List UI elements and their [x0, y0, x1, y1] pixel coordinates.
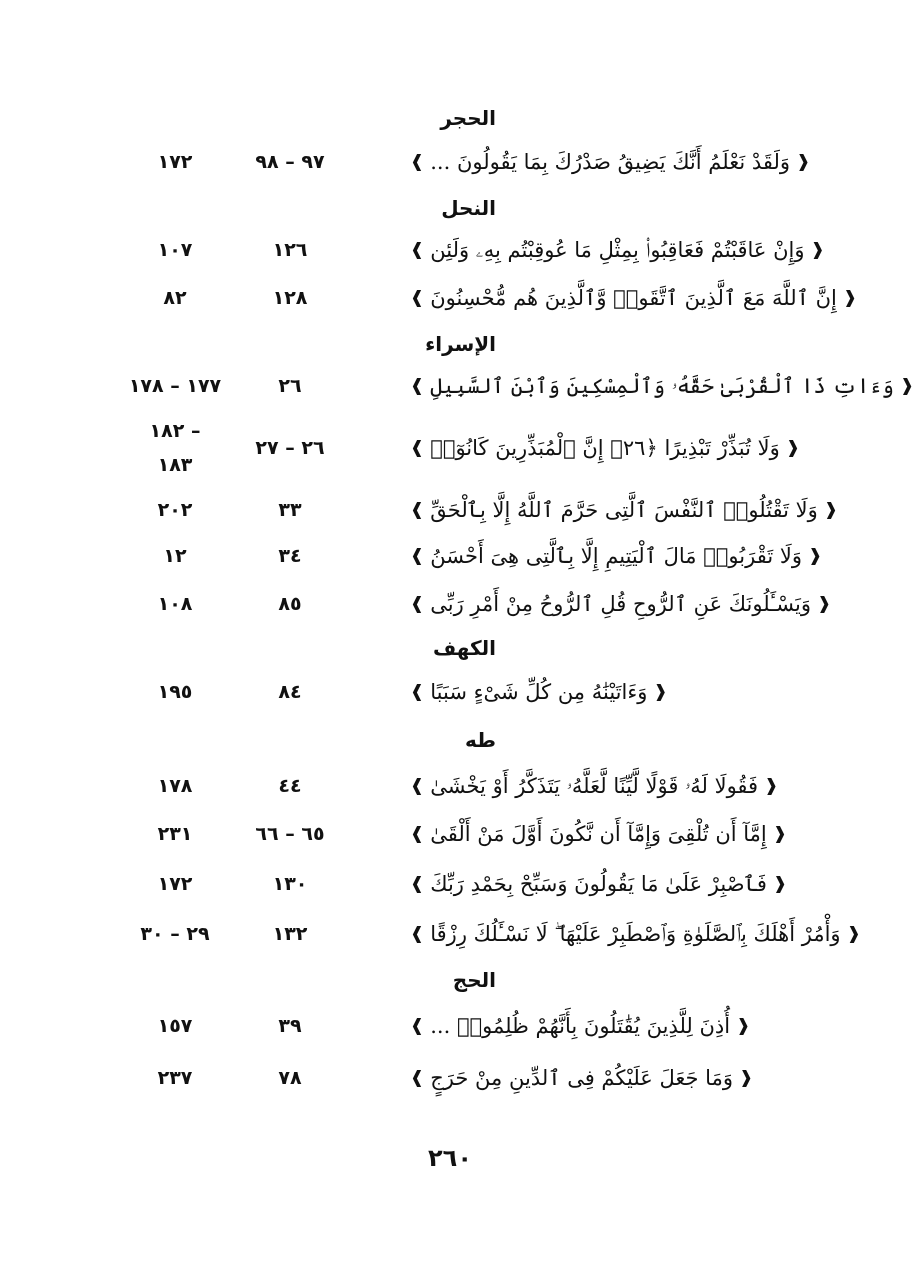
- verse-cell: [410, 364, 914, 408]
- page-reference: ٢٣١: [157, 823, 193, 845]
- close-bracket-ornament-icon: ❱: [410, 1067, 425, 1088]
- page-reference: ١٧٨: [157, 775, 193, 797]
- ayah-number: ٧٨: [278, 1067, 302, 1089]
- verse-text: إِمَّآ أَن تُلْقِىَ وَإِمَّآ أَن نَّكُونَ أَوَّلَ مَنْ أَلْقَىٰ: [430, 822, 767, 846]
- verse-row: [0, 488, 900, 532]
- page-reference: ٢٠٢: [157, 499, 193, 521]
- page-reference: ١٩٥: [157, 681, 193, 703]
- page-reference: ١٥٧: [157, 1015, 193, 1037]
- verse-cell: [410, 862, 810, 906]
- verse-text: وَإِنْ عَاقَبْتُمْ فَعَاقِبُوا۟ بِمِثْلِ مَا عُوقِبْتُم بِهِۦ وَلَئِن: [430, 238, 805, 262]
- verse-text: وَأْمُرْ أَهْلَكَ بِٱلصَّلَوٰةِ وَٱصْطَبِرْ عَلَيْهَا ۖ لَا نَسْـَٔلُكَ رِزْقًا: [430, 922, 841, 946]
- verse-row: [0, 276, 900, 320]
- close-bracket-ornament-icon: ❱: [410, 923, 425, 944]
- verse-cell: [410, 1004, 810, 1048]
- surah-heading-kahf: الكهف: [432, 636, 496, 660]
- close-bracket-ornament-icon: ❱: [410, 239, 425, 260]
- verse-row: [0, 582, 900, 626]
- verse-row: [0, 534, 900, 578]
- close-bracket-ornament-icon: ❱: [410, 1015, 425, 1036]
- ayah-number: ٣٣: [278, 499, 302, 521]
- open-bracket-ornament-icon: ❰: [772, 823, 787, 844]
- ayah-number: ٨٥: [278, 593, 302, 615]
- ayah-number: ٨٤: [278, 681, 302, 703]
- open-bracket-ornament-icon: ❰: [810, 239, 825, 260]
- verse-cell: [410, 1056, 810, 1100]
- surah-heading-nahl: النحل: [441, 196, 496, 220]
- open-bracket-ornament-icon: ❰: [785, 437, 800, 458]
- verse-cell: [410, 764, 810, 808]
- verse-row: [0, 364, 914, 408]
- verse-row: [0, 812, 900, 856]
- open-bracket-ornament-icon: ❰: [842, 287, 858, 308]
- verse-text: وَلَا تَقْرَبُوا۟ مَالَ ٱلْيَتِيمِ إِلَّا بِٱلَّتِى هِىَ أَحْسَنُ: [430, 544, 802, 568]
- page-number: ٢٦٠: [428, 1144, 472, 1172]
- verse-row: [0, 912, 900, 956]
- ayah-number: ١٣٢: [272, 923, 308, 945]
- open-bracket-ornament-icon: ❰: [772, 873, 788, 894]
- ayah-number: ٢٦ – ٢٧: [255, 437, 325, 459]
- page-reference: ١٠٧: [157, 239, 193, 261]
- open-bracket-ornament-icon: ❰: [817, 593, 832, 614]
- verse-text: إِنَّ ٱللَّهَ مَعَ ٱلَّذِينَ ٱتَّقَوا۟ وَّٱلَّذِينَ هُم مُّحْسِنُونَ: [430, 286, 837, 310]
- close-bracket-ornament-icon: ❱: [410, 823, 425, 844]
- page-reference-line: ١٨٢ –: [149, 420, 201, 442]
- ayah-number: ٢٦: [278, 375, 302, 397]
- close-bracket-ornament-icon: ❱: [410, 545, 425, 566]
- close-bracket-ornament-icon: ❱: [410, 873, 425, 894]
- verse-row: [0, 1004, 900, 1048]
- page-reference-line: ١٨٣: [157, 454, 193, 476]
- close-bracket-ornament-icon: ❱: [410, 375, 425, 396]
- page-reference: [115, 414, 235, 494]
- verse-row: [0, 140, 900, 184]
- open-bracket-ornament-icon: ❰: [823, 499, 839, 520]
- page-reference: ١٧٢: [157, 151, 193, 173]
- verse-cell: [410, 426, 810, 470]
- close-bracket-ornament-icon: ❱: [410, 681, 425, 702]
- surah-heading-hajj: الحج: [452, 968, 496, 992]
- verse-row: [0, 862, 900, 906]
- verse-row: [0, 670, 900, 714]
- verse-text: وَلَا تُبَذِّرْ تَبْذِيرًا ﴿٢٦﴾ إِنَّ ٱلْمُبَذِّرِينَ كَانُوٓا۟: [430, 436, 780, 460]
- verse-text: وَلَا تَقْتُلُوا۟ ٱلنَّفْسَ ٱلَّتِى حَرَّمَ ٱللَّهُ إِلَّا بِٱلْحَقِّ: [430, 498, 818, 522]
- verse-cell: [410, 912, 861, 956]
- verse-text: وَيَسْـَٔلُونَكَ عَنِ ٱلرُّوحِ قُلِ ٱلرُّوحُ مِنْ أَمْرِ رَبِّى: [430, 592, 812, 616]
- ayah-number: ٣٩: [278, 1015, 302, 1037]
- close-bracket-ornament-icon: ❱: [410, 593, 425, 614]
- verse-text: وَءَاتِ ذَا ٱلْقُرْبَىٰ حَقَّهُۥ وَٱلْمِسْكِينَ وَٱبْنَ ٱلسَّبِيلِ: [430, 374, 894, 398]
- verse-text: فَٱصْبِرْ عَلَىٰ مَا يَقُولُونَ وَسَبِّحْ بِحَمْدِ رَبِّكَ: [430, 872, 767, 896]
- verse-cell: [410, 140, 810, 184]
- verse-cell: [410, 582, 832, 626]
- ayah-number: ١٢٨: [272, 287, 308, 309]
- close-bracket-ornament-icon: ❱: [410, 499, 425, 520]
- verse-text: أُذِنَ لِلَّذِينَ يُقَٰتَلُونَ بِأَنَّهُمْ ظُلِمُوا۟ ...: [430, 1014, 731, 1038]
- open-bracket-ornament-icon: ❰: [653, 681, 668, 702]
- close-bracket-ornament-icon: ❱: [410, 287, 425, 308]
- ayah-number: ٤٤: [278, 775, 302, 797]
- ayah-number: ٣٤: [278, 545, 302, 567]
- surah-heading-isra: الإسراء: [425, 332, 496, 356]
- surah-heading-taha: طه: [465, 728, 496, 752]
- surah-heading-hijr: الحجر: [440, 106, 496, 130]
- open-bracket-ornament-icon: ❰: [738, 1067, 754, 1088]
- ayah-number: ٩٧ – ٩٨: [255, 151, 325, 173]
- verse-text: وَلَقَدْ نَعْلَمُ أَنَّكَ يَضِيقُ صَدْرُكَ بِمَا يَقُولُونَ ...: [430, 150, 791, 174]
- open-bracket-ornament-icon: ❰: [899, 375, 914, 396]
- verse-text: وَمَا جَعَلَ عَلَيْكُمْ فِى ٱلدِّينِ مِنْ حَرَجٍ: [430, 1066, 733, 1090]
- verse-text: وَءَاتَيْنَٰهُ مِن كُلِّ شَىْءٍ سَبَبًا: [430, 680, 648, 704]
- page-reference: ١٢: [163, 545, 187, 567]
- open-bracket-ornament-icon: ❰: [764, 775, 779, 796]
- open-bracket-ornament-icon: ❰: [736, 1015, 751, 1036]
- verse-row: [0, 1056, 900, 1100]
- page-reference: ٢٣٧: [157, 1067, 193, 1089]
- verse-text: فَقُولَا لَهُۥ قَوْلًا لَّيِّنًا لَّعَلَّهُۥ يَتَذَكَّرُ أَوْ يَخْشَىٰ: [430, 774, 759, 798]
- verse-cell: [410, 534, 823, 578]
- open-bracket-ornament-icon: ❰: [796, 151, 811, 172]
- page-reference: ١٧٢: [157, 873, 193, 895]
- verse-cell: [410, 812, 810, 856]
- close-bracket-ornament-icon: ❱: [410, 437, 425, 458]
- page-reference: ١٠٨: [157, 593, 193, 615]
- page-reference: ١٧٧ – ١٧٨: [128, 375, 222, 397]
- close-bracket-ornament-icon: ❱: [410, 151, 425, 172]
- ayah-number: ١٣٠: [272, 873, 308, 895]
- open-bracket-ornament-icon: ❰: [846, 923, 861, 944]
- verse-cell: [410, 488, 839, 532]
- close-bracket-ornament-icon: ❱: [410, 775, 425, 796]
- ayah-number: ٦٥ – ٦٦: [255, 823, 325, 845]
- verse-row: [0, 228, 900, 272]
- verse-cell: [410, 228, 825, 272]
- page-reference: ٨٢: [163, 287, 187, 309]
- verse-cell: [410, 670, 810, 714]
- ayah-number: ١٢٦: [272, 239, 308, 261]
- verse-cell: [410, 276, 858, 320]
- verse-row: [0, 764, 900, 808]
- page-reference: ٢٩ – ٣٠: [140, 923, 210, 945]
- open-bracket-ornament-icon: ❰: [807, 545, 823, 566]
